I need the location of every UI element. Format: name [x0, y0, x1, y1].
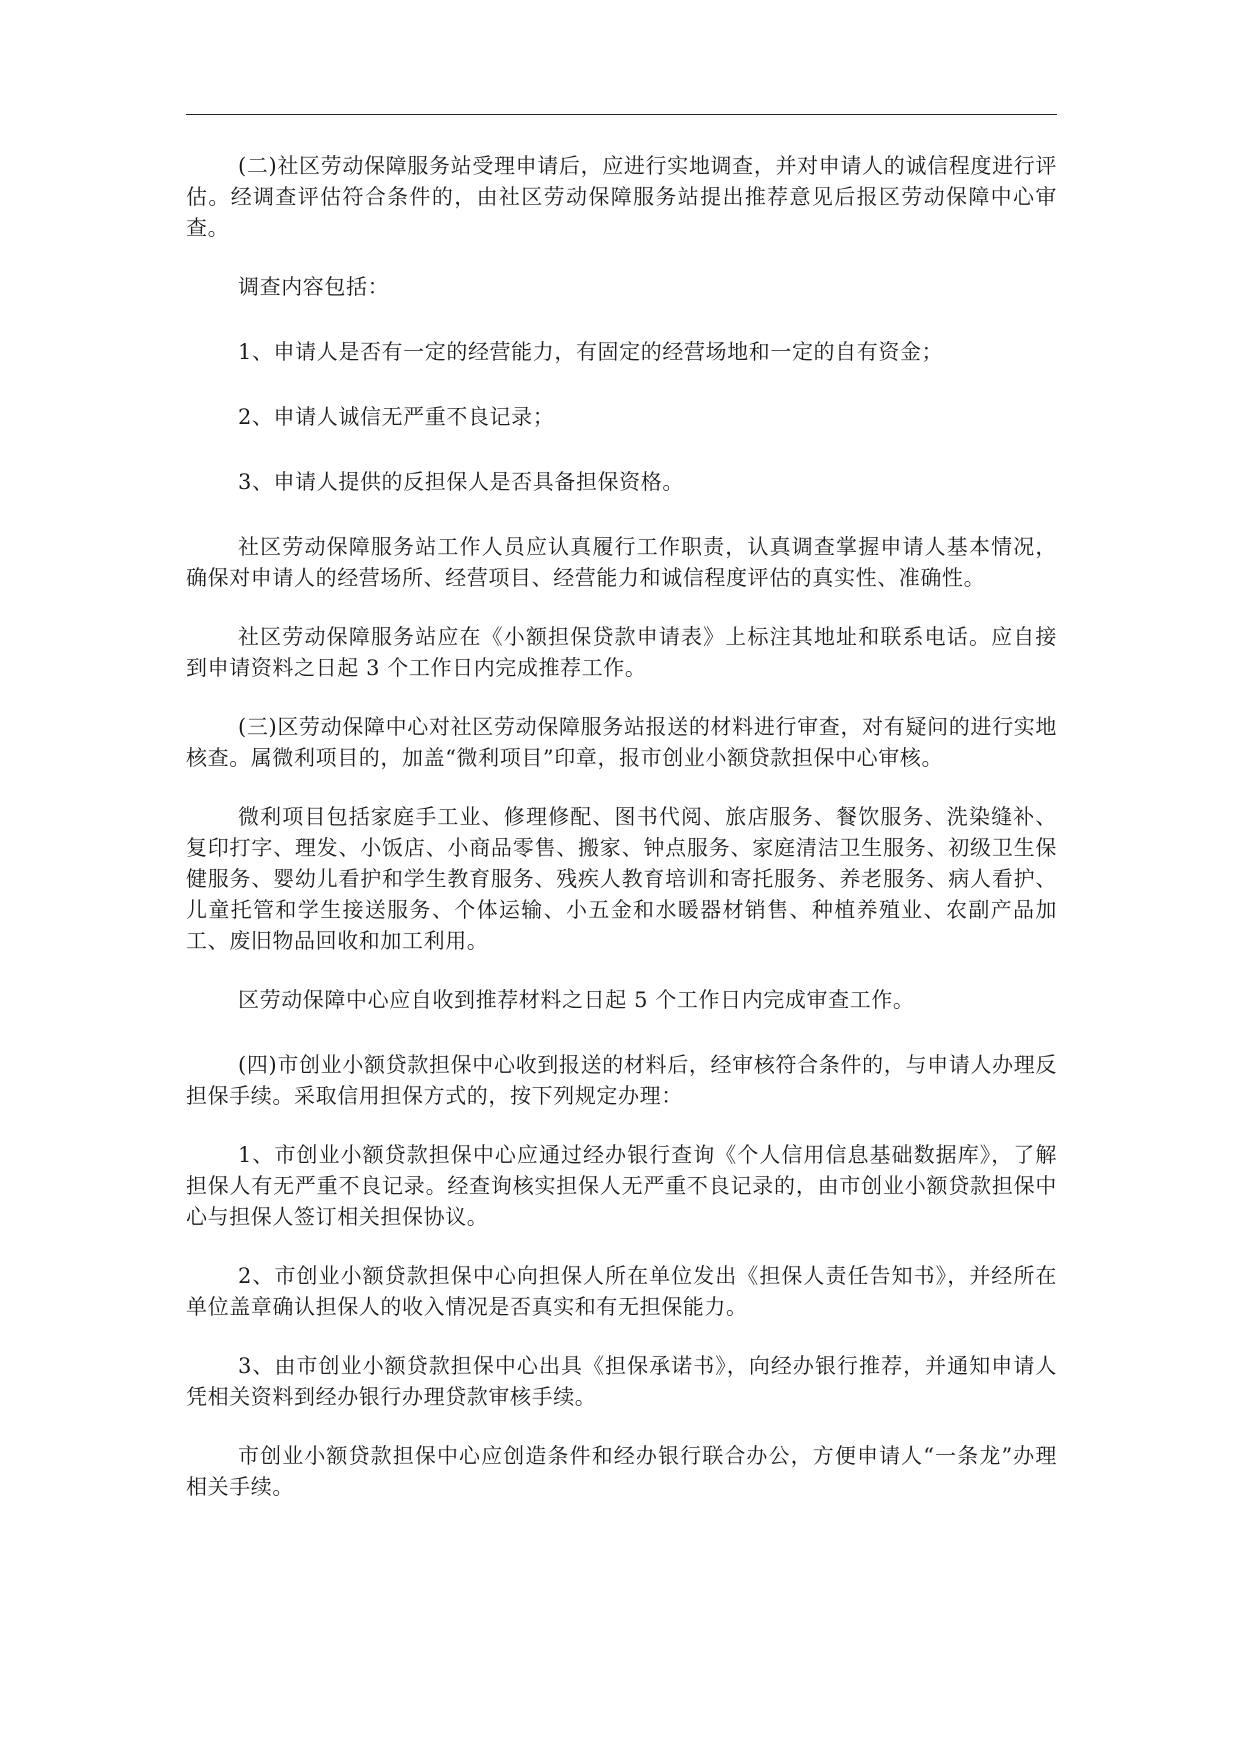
paragraph-liability-notice: 2、市创业小额贷款担保中心向担保人所在单位发出《担保人责任告知书》，并经所在单位盖章确认担保人的收入情况是否真实和有无担保能力。 — [186, 1264, 1057, 1319]
paragraph-review-deadline: 区劳动保障中心应自收到推荐材料之日起 5 个工作日内完成审查工作。 — [238, 988, 915, 1012]
paragraph-survey-intro: 调查内容包括： — [238, 275, 390, 299]
paragraph-guarantee-commitment: 3、由市创业小额贷款担保中心出具《担保承诺书》，向经办银行推荐，并通知申请人凭相关资料到经办银行办理贷款审核手续。 — [186, 1354, 1057, 1409]
paragraph-micro-profit-projects: 微利项目包括家庭手工业、修理修配、图书代阅、旅店服务、餐饮服务、洗染缝补、复印打字、理发、小饭店、小商品零售、搬家、钟点服务、家庭清洁卫生服务、初级卫生保健服务、婴幼儿看护和学生教育服务、残疾人教育培训和寄托服务、养老服务、病人看护、儿童托管和学生接送服务、个体运输、小五金和水暖器材销售、种植养殖业、农副产品加工、废旧物品回收和加工利用。 — [186, 805, 1057, 953]
document-body — [186, 151, 1057, 1531]
paragraph-survey-item-3: 3、申请人提供的反担保人是否具备担保资格。 — [238, 470, 684, 494]
paragraph-community-review: (二)社区劳动保障服务站受理申请后，应进行实地调查，并对申请人的诚信程度进行评估。经调查评估符合条件的，由社区劳动保障服务站提出推荐意见后报区劳动保障中心审查。 — [186, 154, 1057, 240]
paragraph-application-form: 社区劳动保障服务站应在《小额担保贷款申请表》上标注其地址和联系电话。应自接到申请资料之日起 3 个工作日内完成推荐工作。 — [186, 625, 1057, 680]
header-rule — [186, 114, 1057, 115]
paragraph-district-review: (三)区劳动保障中心对社区劳动保障服务站报送的材料进行审查，对有疑问的进行实地核查。属微利项目的，加盖“微利项目”印章，报市创业小额贷款担保中心审核。 — [186, 715, 1057, 770]
paragraph-joint-office: 市创业小额贷款担保中心应创造条件和经办银行联合办公，方便申请人“一条龙”办理相关手续。 — [186, 1444, 1057, 1499]
paragraph-survey-item-1: 1、申请人是否有一定的经营能力，有固定的经营场地和一定的自有资金； — [238, 340, 944, 364]
paragraph-city-center-review: (四)市创业小额贷款担保中心收到报送的材料后，经审核符合条件的，与申请人办理反担保手续。采取信用担保方式的，按下列规定办理： — [186, 1053, 1057, 1108]
paragraph-credit-query: 1、市创业小额贷款担保中心应通过经办银行查询《个人信用信息基础数据库》，了解担保人有无严重不良记录。经查询核实担保人无严重不良记录的，由市创业小额贷款担保中心与担保人签订相关担保协议。 — [186, 1143, 1057, 1229]
paragraph-survey-item-2: 2、申请人诚信无严重不良记录； — [238, 405, 555, 429]
paragraph-staff-duty: 社区劳动保障服务站工作人员应认真履行工作职责，认真调查掌握申请人基本情况，确保对申请人的经营场所、经营项目、经营能力和诚信程度评估的真实性、准确性。 — [186, 535, 1057, 590]
